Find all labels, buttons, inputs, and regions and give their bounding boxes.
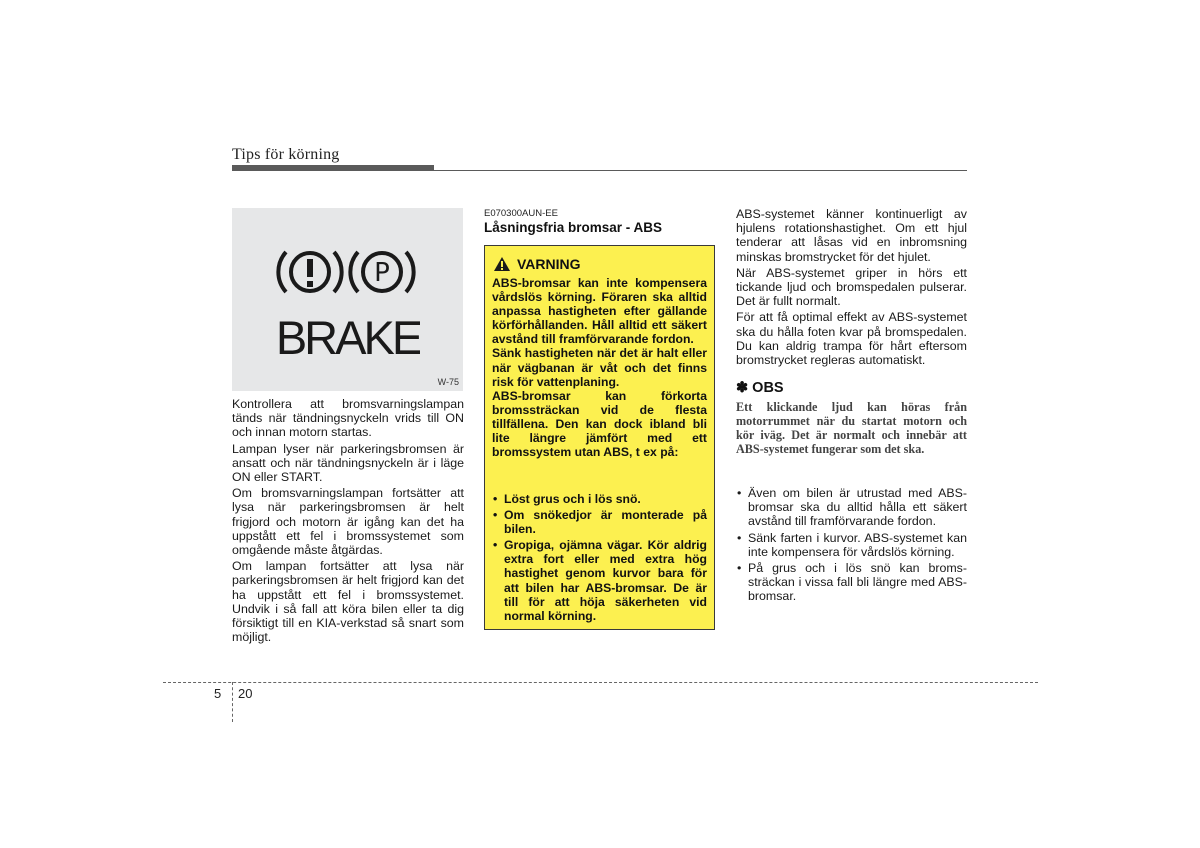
obs-text: Ett klickande ljud kan höras från motorrummet när du startat motorn och kör iväg. Det är normalt och innebär att ABS-systemet fungerar som det ska. xyxy=(736,400,967,457)
paragraph: Om lampan fortsätter att lysa när parkeringsbromsen är helt frigjord kan det ha uppstått ett fel i bromssystemet. Undvik i så fall att köra bilen eller ta dig försiktigt till en KIA-verkstad så snart som möjligt. xyxy=(232,559,464,645)
figure-code: W-75 xyxy=(437,377,459,387)
brake-warning-lamp-icon xyxy=(276,242,420,364)
brake-warning-figure xyxy=(232,208,463,391)
paragraph: ABS-systemet känner kontinuerligt av hjulens rotationshastighet. Om ett hjul tenderar att låsas vid en inbromsning minskas bromstrycket för det hjulet. xyxy=(736,207,967,264)
list-item: • Även om bilen är utrustad med ABS-bromsar ska du alltid hålla ett säkert avstånd till framförvarande fordon. xyxy=(736,486,967,529)
warning-header xyxy=(493,256,581,272)
bullet-list xyxy=(736,486,967,606)
warning-paragraph: ABS-bromsar kan förkorta bromssträckan vid de flesta tillfällena. Den kan dock ibland bli lite längre jämfört med ett bromssystem utan ABS, t ex på: xyxy=(492,388,707,460)
footer-rule xyxy=(163,682,1038,683)
obs-title: ✽ OBS xyxy=(736,380,784,396)
list-item: • Sänk farten i kurvor. ABS-systemet kan inte kompensera för vårdslös körning. xyxy=(736,531,967,559)
paragraph: För att få optimal effekt av ABS-systemet ska du hålla foten kvar på bromspedalen. Du kan aldrig trampa för hårt eftersom bromstrycket regleras automatiskt. xyxy=(736,310,967,368)
footer-divider xyxy=(232,682,233,722)
warning-list-item: • Gropiga, ojämna vägar. Kör aldrig extra fort eller med extra hög hastighet genom kurvor bara för att bilen har ABS-bromsar. De är till för att höja säkerheten vid normal körning. xyxy=(492,538,707,623)
warning-title: VARNING xyxy=(517,256,581,272)
section-code: E070300AUN-EE xyxy=(484,208,558,219)
warning-body xyxy=(492,276,707,459)
right-column xyxy=(736,207,967,369)
section-number: 5 xyxy=(214,686,222,701)
left-column xyxy=(232,397,464,646)
warning-triangle-icon xyxy=(493,256,511,272)
paragraph: När ABS-systemet griper in hörs ett tickande ljud och bromspedalen pulserar. Det är fullt normalt. xyxy=(736,265,967,309)
brake-lamp-label: BRAKE xyxy=(276,311,420,364)
list-item: • På grus och i lös snö kan broms-sträckan i vissa fall bli längre med ABS-bromsar. xyxy=(736,561,967,604)
warning-list xyxy=(492,492,707,625)
warning-list-item: • Om snökedjor är monterade på bilen. xyxy=(492,508,707,536)
paragraph: Lampan lyser när parkeringsbromsen är ansatt och när tändningsnyckeln är i läge ON eller START. xyxy=(232,441,464,485)
header-rule xyxy=(434,170,967,171)
warning-paragraph: Sänk hastigheten när det är halt eller när vägbanan är våt och det finns risk för vattenplaning. xyxy=(492,346,707,389)
svg-text:P: P xyxy=(374,258,390,288)
warning-paragraph: ABS-bromsar kan inte kompensera vårdslös körning. Föraren ska alltid anpassa hastigheten efter gällande körförhållanden. Håll alltid ett säkert avstånd till framförvarande fordon. xyxy=(492,276,707,347)
section-title: Låsningsfria bromsar - ABS xyxy=(484,220,663,235)
page-header-title: Tips för körning xyxy=(232,146,340,163)
warning-box xyxy=(484,245,715,630)
paragraph: Om bromsvarningslampan fortsätter att lysa när parkeringsbromsen är helt frigjord och motorn är igång kan det ha uppstått ett fel i bromssystemet som omgående måste åtgärdas. xyxy=(232,486,464,558)
header-bar xyxy=(232,165,434,171)
paragraph: Kontrollera att bromsvarningslampan tänds när tändningsnyckeln vrids till ON och innan motorn startas. xyxy=(232,397,464,440)
page-number: 20 xyxy=(238,686,253,701)
warning-list-item: • Löst grus och i lös snö. xyxy=(492,492,707,506)
